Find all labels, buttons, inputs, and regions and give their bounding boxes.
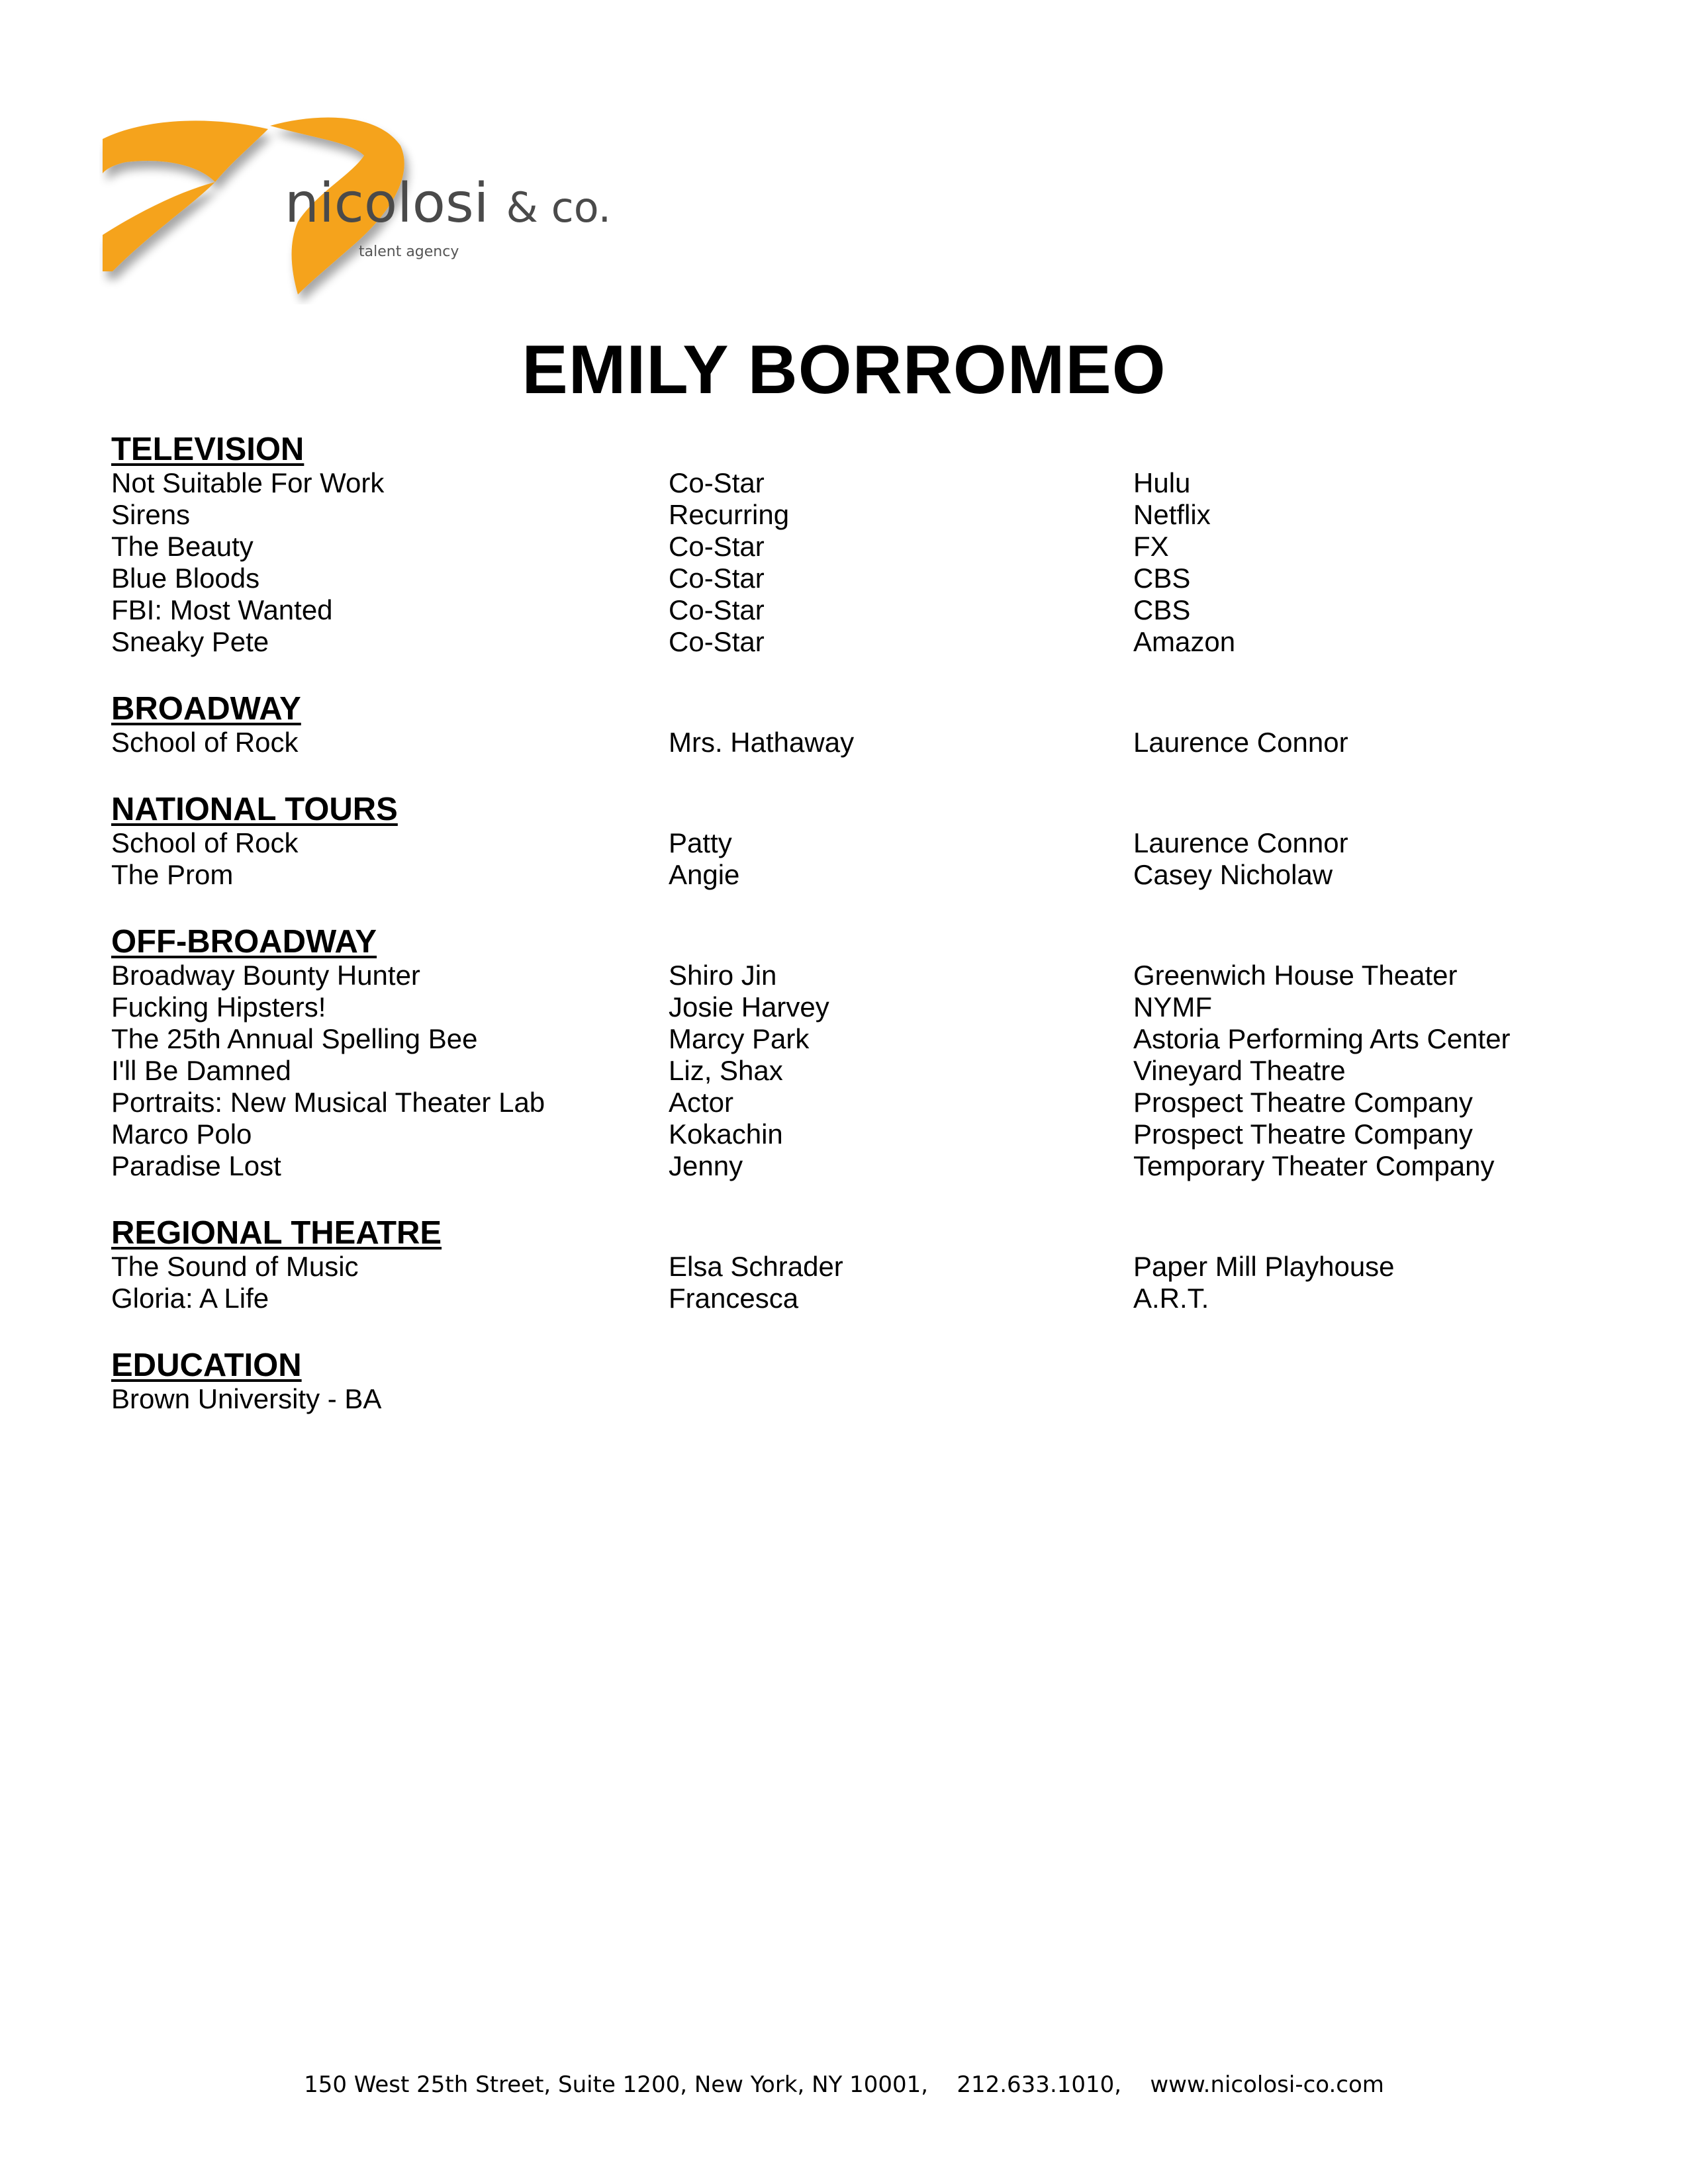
credit-role <box>669 1383 1133 1415</box>
section-title: TELEVISION <box>111 432 305 467</box>
credit-row <box>111 1023 1601 1055</box>
credit-venue: CBS <box>1133 563 1191 594</box>
credit-row <box>111 594 1601 626</box>
credit-role: Mrs. Hathaway <box>669 727 855 758</box>
logo-wordmark <box>285 172 611 235</box>
credit-title: Sirens <box>111 499 191 530</box>
credit-venue: Amazon <box>1133 626 1236 657</box>
section-national-tours <box>111 792 1601 891</box>
credit-role: Shiro Jin <box>669 960 777 991</box>
credit-venue: Laurence Connor <box>1133 827 1348 858</box>
education-degree: Brown University - BA <box>111 1383 382 1414</box>
section-title: NATIONAL TOURS <box>111 792 398 827</box>
credit-title: Fucking Hipsters! <box>111 991 326 1023</box>
credit-venue: Greenwich House Theater <box>1133 960 1458 991</box>
actor-name: EMILY BORROMEO <box>522 332 1166 408</box>
logo-name: nicolosi <box>285 172 489 235</box>
credit-row <box>111 1118 1601 1150</box>
section-title: OFF-BROADWAY <box>111 924 377 960</box>
credit-role: Co-Star <box>669 594 765 625</box>
credit-title: Sneaky Pete <box>111 626 269 657</box>
footer-address: 150 West 25th Street, Suite 1200, New York, NY 10001, <box>304 2071 929 2098</box>
credit-title: Broadway Bounty Hunter <box>111 960 420 991</box>
credit-title: The Prom <box>111 859 234 890</box>
credit-venue: Prospect Theatre Company <box>1133 1118 1473 1150</box>
credit-row <box>111 1251 1601 1283</box>
credit-row <box>111 960 1601 991</box>
credit-row <box>111 859 1601 891</box>
credit-role: Co-Star <box>669 563 765 594</box>
section-broadway <box>111 691 1601 758</box>
credit-venue <box>1133 1383 1601 1415</box>
credit-title: The Beauty <box>111 531 254 562</box>
credit-role: Recurring <box>669 499 790 530</box>
credit-title: Not Suitable For Work <box>111 467 385 498</box>
credit-title: I'll Be Damned <box>111 1055 291 1086</box>
credit-venue: A.R.T. <box>1133 1283 1209 1314</box>
credit-row <box>111 1087 1601 1118</box>
credit-role: Elsa Schrader <box>669 1251 843 1282</box>
credit-venue: Prospect Theatre Company <box>1133 1087 1473 1118</box>
credit-role: Co-Star <box>669 531 765 562</box>
section-off-broadway <box>111 924 1601 1182</box>
credit-venue: Temporary Theater Company <box>1133 1150 1495 1181</box>
credit-row <box>111 531 1601 563</box>
credit-role: Josie Harvey <box>669 991 829 1023</box>
credit-role: Kokachin <box>669 1118 783 1150</box>
credit-role: Francesca <box>669 1283 799 1314</box>
agency-footer <box>0 2071 1688 2098</box>
footer-website: www.nicolosi-co.com <box>1150 2071 1384 2098</box>
credit-row <box>111 991 1601 1023</box>
credit-role: Liz, Shax <box>669 1055 783 1086</box>
credit-row <box>111 727 1601 758</box>
section-regional-theatre <box>111 1215 1601 1314</box>
logo-amp: & co. <box>506 183 612 232</box>
credit-venue: Astoria Performing Arts Center <box>1133 1023 1511 1054</box>
section-education <box>111 1347 1601 1415</box>
credit-venue: CBS <box>1133 594 1191 625</box>
credit-row <box>111 1150 1601 1182</box>
credit-row <box>111 827 1601 859</box>
resume-sections <box>111 432 1601 1448</box>
credit-role: Actor <box>669 1087 734 1118</box>
credit-venue: Vineyard Theatre <box>1133 1055 1346 1086</box>
credit-row <box>111 626 1601 658</box>
credit-row <box>111 1383 1601 1415</box>
credit-role: Jenny <box>669 1150 743 1181</box>
credit-row <box>111 1055 1601 1087</box>
credit-venue: Hulu <box>1133 467 1191 498</box>
credit-title: Blue Bloods <box>111 563 260 594</box>
credit-venue: Laurence Connor <box>1133 727 1348 758</box>
credit-role: Co-Star <box>669 467 765 498</box>
credit-venue: Paper Mill Playhouse <box>1133 1251 1395 1282</box>
credit-role: Marcy Park <box>669 1023 810 1054</box>
section-title: BROADWAY <box>111 691 301 727</box>
credit-row <box>111 563 1601 594</box>
credit-title: FBI: Most Wanted <box>111 594 333 625</box>
credit-venue: NYMF <box>1133 991 1212 1023</box>
credit-title: Marco Polo <box>111 1118 252 1150</box>
credit-row <box>111 467 1601 499</box>
section-title: EDUCATION <box>111 1347 302 1383</box>
agency-logo <box>99 99 612 304</box>
credit-venue: FX <box>1133 531 1169 562</box>
credit-title: School of Rock <box>111 727 299 758</box>
credit-row <box>111 1283 1601 1314</box>
footer-phone: 212.633.1010, <box>957 2071 1122 2098</box>
section-title: REGIONAL THEATRE <box>111 1215 442 1251</box>
credit-role: Angie <box>669 859 740 890</box>
credit-venue: Casey Nicholaw <box>1133 859 1333 890</box>
credit-row <box>111 499 1601 531</box>
credit-title: Paradise Lost <box>111 1150 281 1181</box>
credit-title: Gloria: A Life <box>111 1283 269 1314</box>
credit-title: The 25th Annual Spelling Bee <box>111 1023 478 1054</box>
credit-venue: Netflix <box>1133 499 1211 530</box>
credit-title: School of Rock <box>111 827 299 858</box>
credit-title: Portraits: New Musical Theater Lab <box>111 1087 545 1118</box>
credit-title: The Sound of Music <box>111 1251 359 1282</box>
credit-role: Co-Star <box>669 626 765 657</box>
logo-tagline: talent agency <box>359 244 459 260</box>
credit-role: Patty <box>669 827 732 858</box>
section-television <box>111 432 1601 658</box>
